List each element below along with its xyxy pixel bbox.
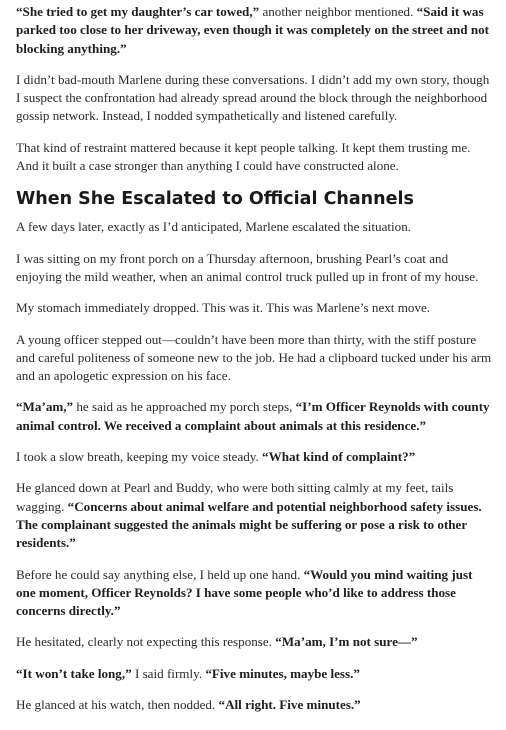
narration-text: he said as he approached my porch steps, (73, 399, 296, 415)
dialogue-quote: “Ma’am, I’m not sure—” (275, 634, 418, 650)
paragraph-no-badmouthing: I didn’t bad-mouth Marlene during these conversations. I didn’t add my own story, though I suspect the confrontation had already spread around the block through the neighborhood gossip network. Instead, I nodded sympathetically and listened carefully. (16, 71, 490, 124)
paragraph-agreement (16, 696, 494, 714)
paragraph-wait-request (16, 566, 494, 621)
dialogue-quote: “All right. Five minutes.” (218, 697, 361, 713)
dialogue-quote: “It won’t take long,” (16, 665, 132, 681)
narration-text: He hesitated, clearly not expecting this response. (16, 634, 276, 650)
narration-text: He glanced down at Pearl and Buddy, who were both sitting calmly at my feet, tails wagging. (16, 480, 454, 514)
dialogue-quote: “I’m Officer Reynolds with county animal control. We received a complaint about animals at this residence.” (16, 399, 490, 433)
narration-text: I said firmly. (131, 665, 206, 681)
paragraph-restraint: That kind of restraint mattered because it kept people talking. It kept them trusting me. And it built a case stronger than anything I could have constructed alone. (16, 139, 471, 174)
paragraph-escalation: A few days later, exactly as I’d anticipated, Marlene escalated the situation. (16, 219, 412, 235)
dialogue-quote: “Ma’am,” (16, 399, 74, 415)
paragraph-complaint-details (16, 479, 494, 552)
section-heading: When She Escalated to Official Channels (16, 189, 414, 210)
dialogue-quote: “She tried to get my daughter’s car towed,” (16, 4, 260, 19)
narration-text: He glanced at his watch, then nodded. (16, 697, 219, 713)
paragraph-what-complaint (16, 448, 494, 466)
dialogue-quote: “Concerns about animal welfare and potential neighborhood safety issues. The complainant suggested the animals might be suffering or pose a risk to other residents.” (16, 498, 482, 551)
dialogue-quote: “Five minutes, maybe less.” (205, 665, 360, 681)
narration-text: I took a slow breath, keeping my voice steady. (16, 449, 263, 465)
paragraph-five-minutes (16, 665, 494, 683)
narration-text: another neighbor mentioned. (259, 4, 417, 19)
paragraph-officer-description: A young officer stepped out—couldn’t have been more than thirty, with the stiff posture and careful politeness of someone new to the job. He had a clipboard tucked under his arm and an apologetic expression on his face. (16, 331, 492, 384)
paragraph-neighbor-towing (16, 3, 494, 58)
dialogue-quote: “Would you mind waiting just one moment, Officer Reynolds? I have some people who’d like to address those concerns directly.” (16, 566, 473, 619)
paragraph-stomach-dropped: My stomach immediately dropped. This was it. This was Marlene’s next move. (16, 300, 431, 316)
article-body (16, 3, 494, 727)
dialogue-quote: “What kind of complaint?” (262, 449, 416, 465)
paragraph-porch: I was sitting on my front porch on a Thursday afternoon, brushing Pearl’s coat and enjoying the mild weather, when an animal control truck pulled up in front of my house. (16, 250, 479, 284)
paragraph-hesitation (16, 633, 494, 651)
paragraph-officer-intro (16, 398, 494, 435)
narration-text: Before he could say anything else, I held up one hand. (16, 566, 304, 582)
dialogue-quote: “Said it was parked too close to her driveway, even though it was completely on the street and not blocking anything.” (16, 4, 490, 56)
